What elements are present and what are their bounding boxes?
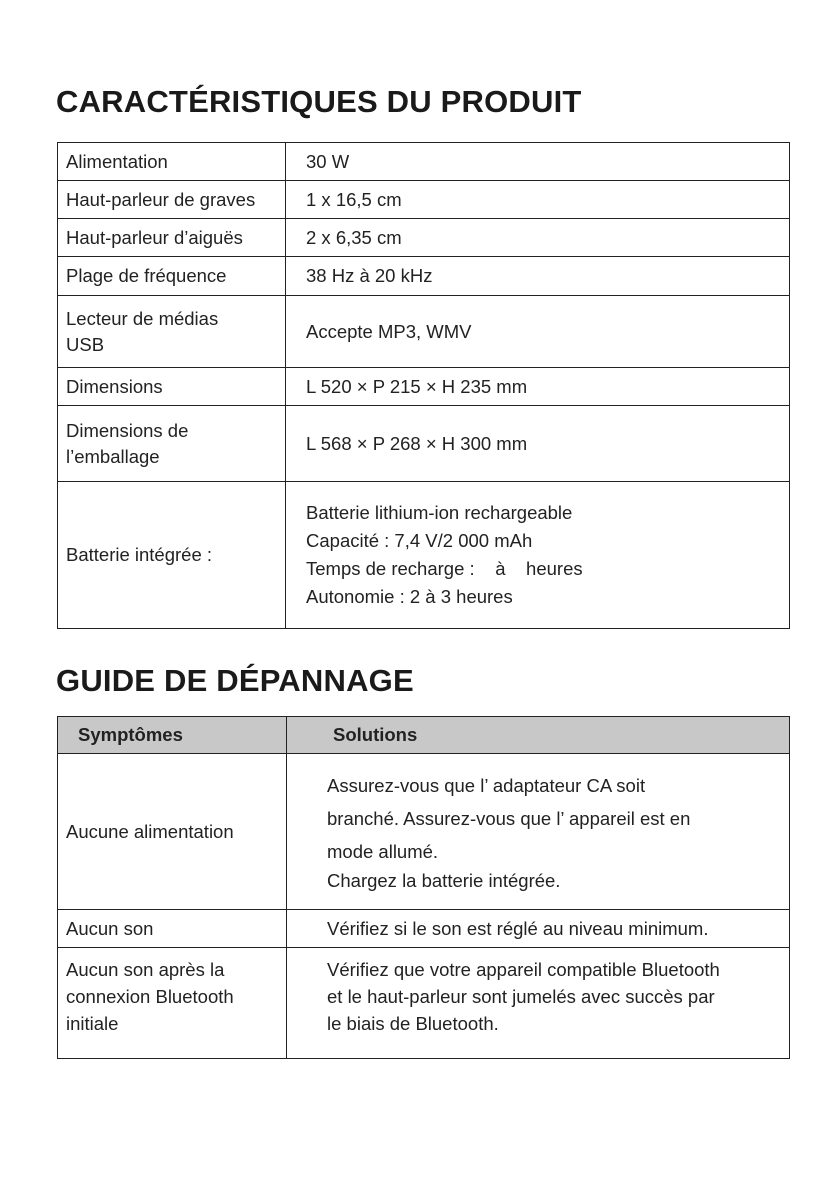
symptom-line: initiale: [66, 1013, 119, 1034]
solution-line: mode allumé.: [327, 841, 439, 862]
specs-title: CARACTÉRISTIQUES DU PRODUIT: [56, 84, 582, 119]
symptom: Aucune alimentation: [58, 754, 287, 910]
spec-label: Alimentation: [58, 143, 286, 181]
troubleshooting-table: [57, 716, 790, 1059]
battery-line: Batterie lithium-ion rechargeable: [306, 502, 573, 523]
spec-label: Haut-parleur d’aiguës: [58, 219, 286, 257]
spec-label: Dimensions de l’emballage: [58, 406, 286, 482]
table-header-row: [58, 717, 790, 754]
spec-value: Accepte MP3, WMV: [286, 296, 790, 368]
spec-value: 30 W: [286, 143, 790, 181]
spec-row: [58, 219, 790, 257]
column-header-symptoms: Symptômes: [58, 717, 287, 754]
solution: Vérifiez si le son est réglé au niveau minimum.: [287, 910, 790, 948]
trouble-row: [58, 910, 790, 948]
spec-label: Haut-parleur de graves: [58, 181, 286, 219]
spec-value: 2 x 6,35 cm: [286, 219, 790, 257]
spec-row: [58, 368, 790, 406]
troubleshooting-title: GUIDE DE DÉPANNAGE: [56, 663, 414, 698]
solution-line: le biais de Bluetooth.: [327, 1013, 499, 1034]
spec-label: Lecteur de médias USB: [58, 296, 286, 368]
symptom-line: connexion Bluetooth: [66, 986, 234, 1007]
spec-value: 38 Hz à 20 kHz: [286, 257, 790, 296]
spec-label: Dimensions: [58, 368, 286, 406]
battery-line: Temps de recharge : à heures: [306, 558, 583, 579]
column-header-solutions: Solutions: [287, 717, 790, 754]
spec-label: Batterie intégrée :: [58, 482, 286, 629]
spec-row: [58, 406, 790, 482]
symptom-line: Aucun son après la: [66, 959, 225, 980]
spec-row: [58, 181, 790, 219]
solution-line: Assurez-vous que l’ adaptateur CA soit: [327, 775, 646, 796]
battery-line: Capacité : 7,4 V/2 000 mAh: [306, 530, 533, 551]
battery-line: Autonomie : 2 à 3 heures: [306, 586, 513, 607]
symptom: Aucun son: [58, 910, 287, 948]
spec-value: L 520 × P 215 × H 235 mm: [286, 368, 790, 406]
solution-line: branché. Assurez-vous que l’ appareil est en: [327, 808, 691, 829]
specs-table: [57, 142, 790, 629]
spec-value: 1 x 16,5 cm: [286, 181, 790, 219]
spec-label: Plage de fréquence: [58, 257, 286, 296]
battery-details: [286, 482, 790, 629]
spec-row: [58, 143, 790, 181]
solution-line: et le haut-parleur sont jumelés avec succès par: [327, 986, 715, 1007]
solution: [287, 948, 790, 1059]
symptom: [58, 948, 287, 1059]
solution-line: Vérifiez que votre appareil compatible Bluetooth: [327, 959, 720, 980]
solution-line: Chargez la batterie intégrée.: [327, 870, 561, 891]
trouble-row: [58, 754, 790, 910]
spec-value: L 568 × P 268 × H 300 mm: [286, 406, 790, 482]
solution: [287, 754, 790, 910]
spec-row: [58, 296, 790, 368]
trouble-row: [58, 948, 790, 1059]
spec-row: [58, 257, 790, 296]
spec-row-battery: [58, 482, 790, 629]
